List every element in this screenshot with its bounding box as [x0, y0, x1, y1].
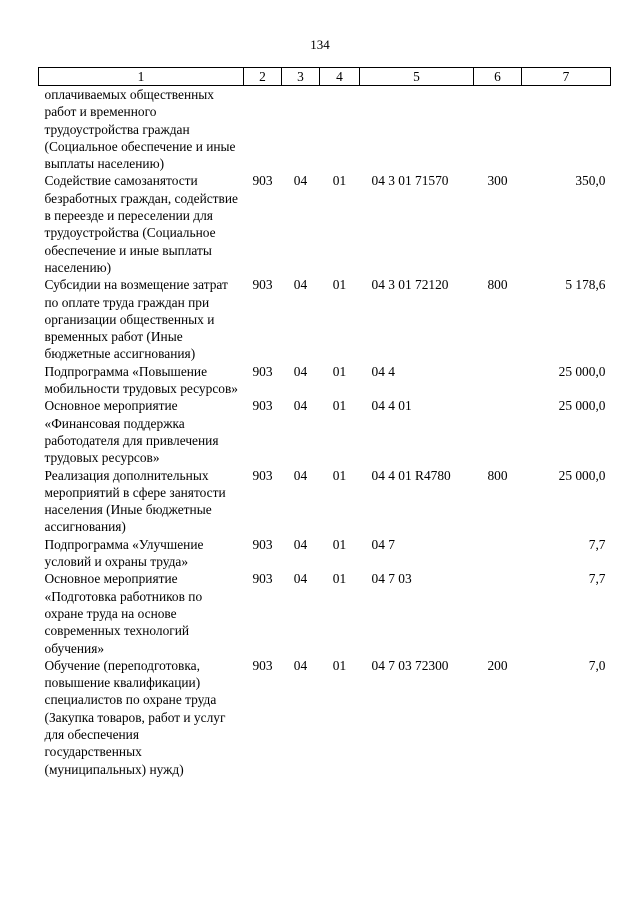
row-gr: 903 [252, 363, 273, 379]
row-vr: 200 [487, 657, 508, 673]
row-csr: 04 3 01 72120 [371, 277, 449, 293]
row-pr [320, 86, 360, 173]
row-sum: 25 000,0 [558, 467, 606, 483]
row-vr [474, 363, 522, 398]
table-row [39, 397, 611, 466]
row-sum: 25 000,0 [558, 398, 606, 414]
row-name: Реализация дополнительных мероприятий в сфере занятости населения (Иные бюджетные ассигнования) [44, 467, 226, 535]
row-rz [282, 86, 320, 173]
row-rz: 04 [293, 467, 308, 483]
row-gr: 903 [252, 467, 273, 483]
row-sum: 7,0 [588, 657, 606, 673]
row-pr: 01 [332, 277, 347, 293]
row-name: Подпрограмма «Улучшение условий и охраны труда» [44, 536, 204, 570]
row-rz: 04 [293, 398, 308, 414]
row-csr: 04 4 01 R4780 [371, 467, 451, 483]
row-vr [474, 536, 522, 571]
row-name: Содействие самозанятости безработных граждан, содействие в переезде и переселении для трудоустройства (Социальное обеспечение и иные выплаты населению) [44, 173, 238, 275]
column-header-3: 3 [282, 68, 320, 86]
row-pr: 01 [332, 536, 347, 552]
row-sum [522, 86, 611, 173]
row-gr: 903 [252, 398, 273, 414]
row-gr: 903 [252, 657, 273, 673]
row-name: Субсидии на возмещение затрат по оплате труда граждан при организации общественных и временных работ (Иные бюджетные ассигнования) [44, 277, 228, 362]
row-vr: 800 [487, 277, 508, 293]
row-csr: 04 4 [371, 363, 395, 379]
row-sum: 7,7 [588, 536, 606, 552]
row-csr: 04 7 [371, 536, 395, 552]
row-sum: 350,0 [575, 173, 606, 189]
table-row [39, 570, 611, 656]
row-vr [474, 86, 522, 173]
row-csr: 04 7 03 72300 [371, 657, 449, 673]
row-pr: 01 [332, 363, 347, 379]
row-gr: 903 [252, 571, 273, 587]
row-sum: 7,7 [588, 571, 606, 587]
row-pr: 01 [332, 173, 347, 189]
row-pr: 01 [332, 571, 347, 587]
table-row [39, 467, 611, 536]
row-vr: 300 [487, 173, 508, 189]
row-vr: 800 [487, 467, 508, 483]
budget-table [38, 67, 611, 778]
row-rz: 04 [293, 536, 308, 552]
row-sum: 25 000,0 [558, 363, 606, 379]
row-gr: 903 [252, 536, 273, 552]
row-rz: 04 [293, 277, 308, 293]
row-rz: 04 [293, 363, 308, 379]
table-row [39, 536, 611, 571]
row-name: оплачиваемых общественных работ и временного трудоустройства граждан (Социальное обеспечение и иные выплаты населению) [44, 87, 236, 172]
row-pr: 01 [332, 398, 347, 414]
header-row [39, 68, 611, 86]
column-header-6: 6 [474, 68, 522, 86]
row-name: Обучение (переподготовка, повышение квалификации) специалистов по охране труда (Закупка товаров, работ и услуг для обеспечения государственных (муниципальных) нужд) [44, 657, 226, 777]
row-gr: 903 [252, 277, 273, 293]
column-header-5: 5 [360, 68, 474, 86]
table-row [39, 172, 611, 276]
row-gr [244, 86, 282, 173]
table-row [39, 363, 611, 398]
row-gr: 903 [252, 173, 273, 189]
table-row [39, 657, 611, 778]
row-name: Основное мероприятие «Подготовка работников по охране труда на основе современных технологий обучения» [44, 571, 203, 656]
column-header-7: 7 [522, 68, 611, 86]
column-header-1: 1 [39, 68, 244, 86]
page-number: 134 [310, 37, 330, 52]
row-name: Подпрограмма «Повышение мобильности трудовых ресурсов» [44, 363, 238, 397]
row-sum: 5 178,6 [565, 277, 606, 293]
row-vr [474, 570, 522, 656]
row-rz: 04 [293, 657, 308, 673]
row-csr [360, 86, 474, 173]
row-pr: 01 [332, 657, 347, 673]
row-vr [474, 397, 522, 466]
row-rz: 04 [293, 571, 308, 587]
row-pr: 01 [332, 467, 347, 483]
row-csr: 04 3 01 71570 [371, 173, 449, 189]
table-row [39, 276, 611, 362]
column-header-2: 2 [244, 68, 282, 86]
table-row [39, 86, 611, 173]
row-csr: 04 4 01 [371, 398, 412, 414]
column-header-4: 4 [320, 68, 360, 86]
row-rz: 04 [293, 173, 308, 189]
row-csr: 04 7 03 [371, 571, 412, 587]
row-name: Основное мероприятие «Финансовая поддержка работодателя для привлечения трудовых ресурсов» [44, 398, 219, 466]
